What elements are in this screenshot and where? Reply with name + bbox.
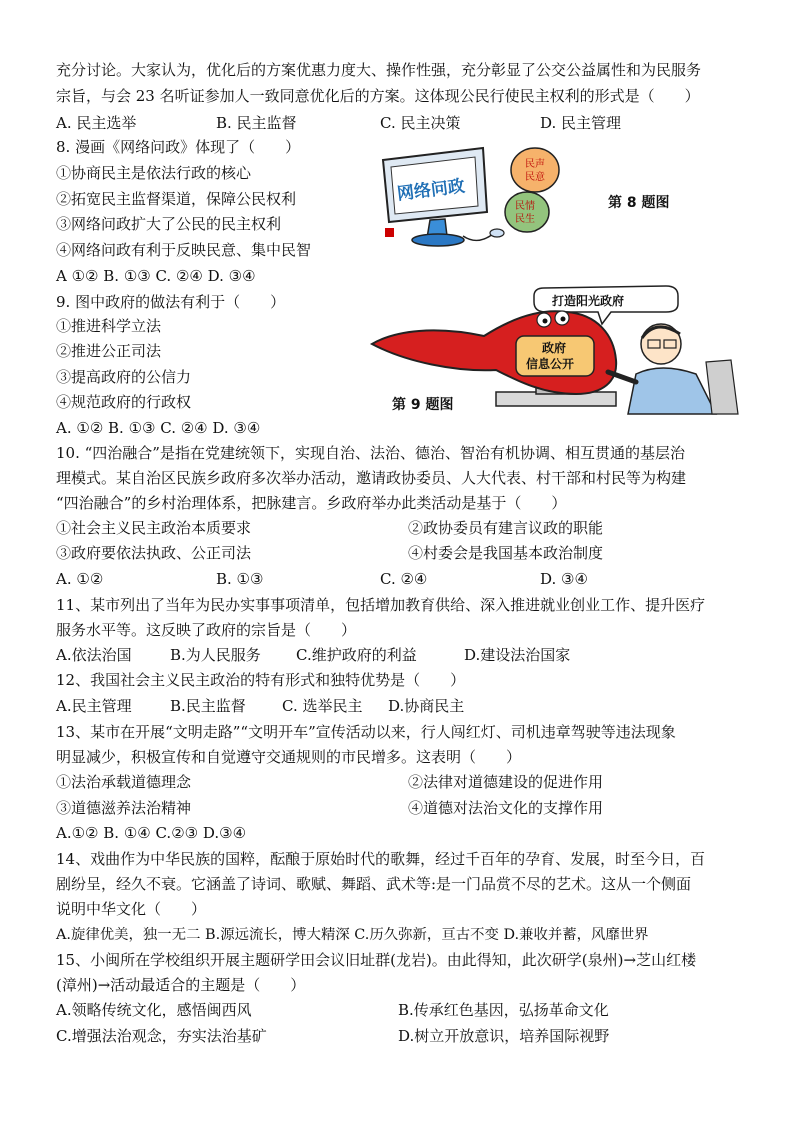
q15-option-d: D.树立开放意识，培养国际视野 [398,1027,610,1045]
q15-option-c: C.增强法治观念，夯实法治基矿 [56,1027,267,1045]
q15-line2: (漳州)→活动最适合的主题是（ ） [56,976,306,994]
q9-item-3: ③提高政府的公信力 [56,368,192,386]
q14-line3: 说明中华文化（ ） [56,900,207,918]
q7-option-a: A. 民主选举 [56,114,137,132]
q10-option-c: C. ②④ [380,570,428,588]
q15-line1: 15、小闽所在学校组织开展主题研学田会议旧址群(龙岩)。由此得知，此次研学(泉州)→芝山红楼 [56,951,697,969]
q7-line2: 宗旨，与会 23 名听证参加人一致同意优化后的方案。这体现公民行使民主权利的形式是（ ） [56,87,700,105]
q9-stem: 9. 图中政府的做法有利于（ ） [56,293,286,311]
q9-speech-text: 打造阳光政府 [552,294,625,308]
svg-text:民生: 民生 [515,214,535,225]
q12-option-c: C. 选举民主 [282,697,363,715]
q13-line1: 13、某市在开展“文明走路”“文明开车”宣传活动以来，行人闯红灯、司机违章驾驶等违法现象 [56,723,676,741]
q10-item-1: ①社会主义民主政治本质要求 [56,519,252,537]
q10-option-b: B. ①③ [216,570,264,588]
q10-line1: 10. “四治融合”是指在党建统领下，实现自治、法治、德治、智治有机协调、相互贯通的基层治 [56,444,685,462]
q13-item-4: ④道德对法治文化的支撑作用 [408,799,604,817]
q8-screen-text: 网络问政 [396,176,466,205]
q7-option-b: B. 民主监督 [216,114,297,132]
q7-option-d: D. 民主管理 [540,114,622,132]
q13-answer-options: A.①② B. ①④ C.②③ D.③④ [56,824,247,842]
q13-line2: 明显减少，积极宣传和自觉遵守交通规则的市民增多。这表明（ ） [56,748,522,766]
q14-answer-options: A.旋律优美，独一无二 B.源远流长，博大精深 C.历久弥新，亘古不变 D.兼收并蓄，风靡世界 [56,927,649,943]
q8-item-1: ①协商民主是依法行政的核心 [56,164,252,182]
q11-line2: 服务水平等。这反映了政府的宗旨是（ ） [56,621,357,639]
q10-item-2: ②政协委员有建言议政的职能 [408,519,604,537]
q15-option-b: B.传承红色基因，弘扬革命文化 [398,1001,609,1019]
q10-item-3: ③政府要依法执政、公正司法 [56,544,252,562]
q13-item-1: ①法治承载道德理念 [56,773,192,791]
svg-text:信息公开: 信息公开 [526,357,575,371]
q8-cartoon [375,140,605,252]
q10-line3: “四治融合”的乡村治理体系，把脉建言。乡政府举办此类活动是基于（ ） [56,494,567,512]
q7-line1: 充分讨论。大家认为，优化后的方案优惠力度大、操作性强，充分彰显了公交公益属性和为民服务 [56,61,702,79]
q8-stem: 8. 漫画《网络问政》体现了（ ） [56,138,301,156]
q10-line2: 理模式。某自治区民族乡政府多次举办活动，邀请政协委员、人大代表、村干部和村民等为构建 [56,469,687,487]
q14-line2: 剧纷呈，经久不衰。它涵盖了诗词、歌赋、舞蹈、武术等:是一门品赏不尽的艺术。这从一个侧面 [56,875,692,893]
q10-option-d: D. ③④ [540,570,588,588]
q11-option-c: C.维护政府的利益 [296,646,417,664]
q9-caption: 第 9 题图 [392,397,454,413]
svg-text:民声: 民声 [525,159,545,170]
q8-caption: 第 8 题图 [608,195,670,211]
q10-item-4: ④村委会是我国基本政治制度 [408,544,604,562]
q12-option-a: A.民主管理 [56,697,132,715]
q11-option-d: D.建设法治国家 [464,646,571,664]
q15-option-a: A.领略传统文化，感悟闽西风 [56,1001,252,1019]
q8-item-3: ③网络问政扩大了公民的民主权利 [56,215,282,233]
q9-answer-options: A. ①② B. ①③ C. ②④ D. ③④ [56,419,261,437]
q12-line1: 12、我国社会主义民主政治的特有形式和独特优势是（ ） [56,671,466,689]
q11-option-b: B.为人民服务 [170,646,261,664]
q10-option-a: A. ①② [56,570,104,588]
q8-item-4: ④网络问政有利于反映民意、集中民智 [56,241,312,259]
svg-text:政府: 政府 [542,341,567,355]
q13-item-2: ②法律对道德建设的促进作用 [408,773,604,791]
svg-text:民意: 民意 [525,172,545,183]
q12-option-d: D.协商民主 [388,697,465,715]
q9-item-2: ②推进公正司法 [56,342,162,360]
q9-item-1: ①推进科学立法 [56,317,162,335]
svg-text:民情: 民情 [515,201,535,212]
q14-line1: 14、戏曲作为中华民族的国粹，酝酿于原始时代的歌舞，经过千百年的孕育、发展，时至今日，百 [56,850,706,868]
q8-item-2: ②拓宽民主监督渠道，保障公民权利 [56,190,297,208]
q11-line1: 11、某市列出了当年为民办实事事项清单，包括增加教育供给、深入推进就业创业工作、提升医疗 [56,596,706,614]
q8-answer-options: A ①② B. ①③ C. ②④ D. ③④ [56,267,256,285]
q9-item-4: ④规范政府的行政权 [56,393,192,411]
q11-option-a: A.依法治国 [56,646,132,664]
q13-item-3: ③道德滋养法治精神 [56,799,192,817]
q7-option-c: C. 民主决策 [380,114,461,132]
q12-option-b: B.民主监督 [170,697,246,715]
